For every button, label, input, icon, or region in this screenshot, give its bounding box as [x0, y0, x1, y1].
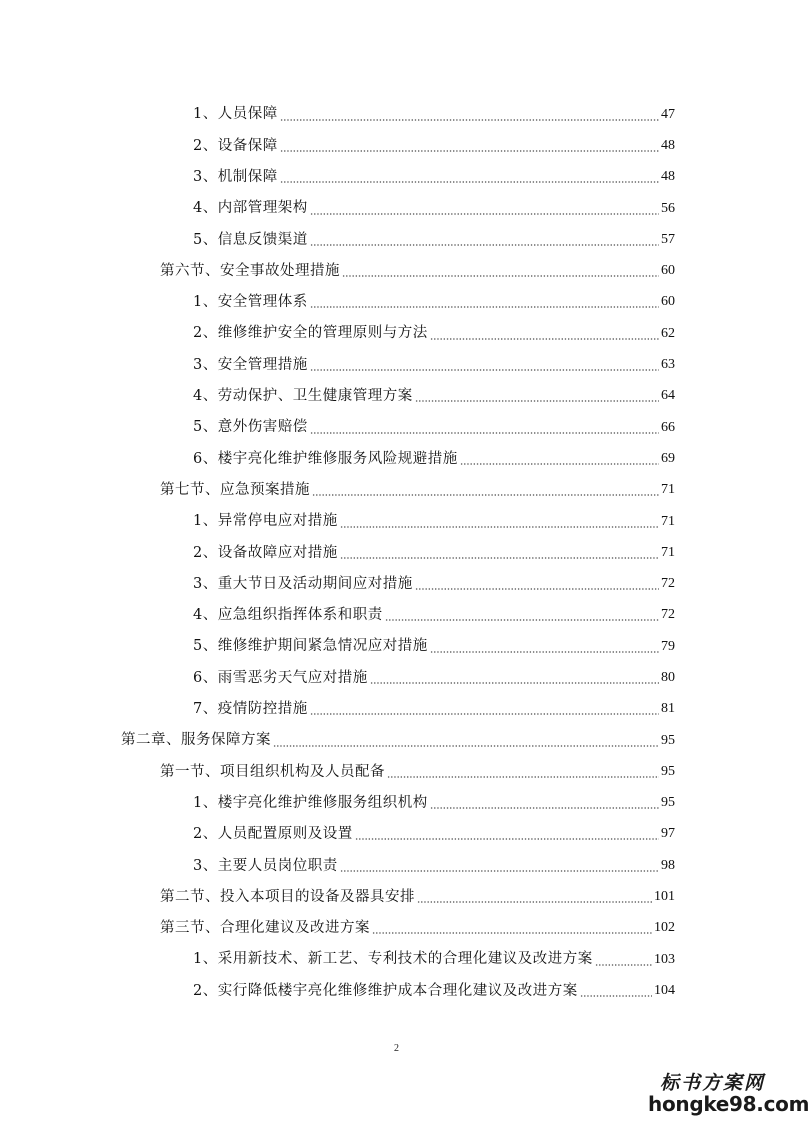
toc-entry-page-number: 69 — [661, 450, 675, 466]
toc-entry-page-number: 63 — [661, 357, 675, 373]
toc-entry-page-number: 101 — [654, 889, 675, 905]
toc-entry-title: 2、设备故障应对措施 — [193, 544, 338, 561]
toc-leader-dots — [580, 995, 652, 997]
toc-entry-item[interactable] — [0, 694, 793, 725]
toc-entry-page-number: 98 — [661, 857, 675, 873]
toc-entry-title: 3、安全管理措施 — [193, 356, 308, 373]
toc-entry-title: 第三节、合理化建议及改进方案 — [160, 920, 370, 937]
toc-entry-title: 第二章、服务保障方案 — [121, 732, 271, 749]
toc-entry-title: 1、人员保障 — [193, 106, 278, 123]
toc-leader-dots — [340, 557, 659, 559]
toc-leader-dots — [280, 150, 659, 152]
toc-leader-dots — [310, 713, 659, 715]
toc-leader-dots — [312, 494, 659, 496]
toc-leader-dots — [273, 745, 659, 747]
toc-entry-title: 第七节、应急预案措施 — [160, 481, 310, 498]
toc-entry-title: 3、机制保障 — [193, 168, 278, 185]
toc-entry-title: 3、主要人员岗位职责 — [193, 857, 338, 874]
toc-leader-dots — [310, 369, 659, 371]
toc-entry-item[interactable] — [0, 975, 793, 1006]
toc-leader-dots — [310, 432, 659, 434]
toc-leader-dots — [370, 682, 659, 684]
toc-leader-dots — [415, 588, 659, 590]
toc-entry-title: 1、安全管理体系 — [193, 294, 308, 311]
toc-entry-title: 6、楼宇亮化维护维修服务风险规避措施 — [193, 450, 458, 467]
toc-entry-item[interactable] — [0, 568, 793, 599]
toc-leader-dots — [340, 526, 659, 528]
toc-entry-item[interactable] — [0, 318, 793, 349]
toc-entry-item[interactable] — [0, 506, 793, 537]
toc-entry-page-number: 102 — [654, 920, 675, 936]
table-of-contents — [0, 99, 793, 1007]
toc-entry-section[interactable] — [0, 756, 793, 787]
toc-entry-item[interactable] — [0, 537, 793, 568]
toc-entry-page-number: 95 — [661, 763, 675, 779]
toc-entry-item[interactable] — [0, 193, 793, 224]
toc-entry-title: 7、疫情防控措施 — [193, 701, 308, 718]
toc-entry-page-number: 64 — [661, 388, 675, 404]
toc-entry-title: 第二节、投入本项目的设备及器具安排 — [160, 888, 415, 905]
toc-entry-title: 4、内部管理架构 — [193, 200, 308, 217]
toc-entry-page-number: 81 — [661, 701, 675, 717]
toc-entry-page-number: 48 — [661, 169, 675, 185]
toc-entry-item[interactable] — [0, 412, 793, 443]
toc-entry-page-number: 57 — [661, 231, 675, 247]
toc-leader-dots — [460, 463, 659, 465]
toc-leader-dots — [310, 306, 659, 308]
toc-entry-item[interactable] — [0, 631, 793, 662]
toc-entry-page-number: 66 — [661, 419, 675, 435]
toc-entry-page-number: 95 — [661, 732, 675, 748]
toc-leader-dots — [280, 181, 659, 183]
toc-entry-item[interactable] — [0, 600, 793, 631]
toc-entry-page-number: 62 — [661, 325, 675, 341]
toc-entry-page-number: 72 — [661, 576, 675, 592]
toc-entry-page-number: 79 — [661, 638, 675, 654]
toc-entry-item[interactable] — [0, 130, 793, 161]
toc-leader-dots — [355, 838, 659, 840]
toc-leader-dots — [280, 119, 659, 121]
toc-entry-title: 4、应急组织指挥体系和职责 — [193, 607, 383, 624]
toc-entry-item[interactable] — [0, 349, 793, 380]
toc-leader-dots — [430, 651, 659, 653]
toc-entry-page-number: 71 — [661, 544, 675, 560]
toc-entry-item[interactable] — [0, 850, 793, 881]
toc-entry-page-number: 104 — [654, 982, 675, 998]
toc-entry-item[interactable] — [0, 162, 793, 193]
toc-entry-item[interactable] — [0, 224, 793, 255]
watermark-cn-text: 标书方案网 — [660, 1072, 766, 1094]
toc-leader-dots — [430, 807, 659, 809]
toc-entry-item[interactable] — [0, 443, 793, 474]
toc-entry-section[interactable] — [0, 881, 793, 912]
toc-entry-page-number: 56 — [661, 200, 675, 216]
toc-entry-item[interactable] — [0, 788, 793, 819]
toc-entry-page-number: 60 — [661, 263, 675, 279]
toc-leader-dots — [387, 776, 659, 778]
toc-entry-page-number: 47 — [661, 106, 675, 122]
toc-entry-title: 2、人员配置原则及设置 — [193, 826, 353, 843]
toc-entry-item[interactable] — [0, 287, 793, 318]
toc-entry-section[interactable] — [0, 913, 793, 944]
toc-leader-dots — [415, 400, 659, 402]
toc-entry-item[interactable] — [0, 662, 793, 693]
toc-leader-dots — [310, 244, 659, 246]
toc-leader-dots — [385, 619, 659, 621]
toc-entry-page-number: 72 — [661, 607, 675, 623]
toc-entry-title: 5、意外伤害赔偿 — [193, 419, 308, 436]
page-number: 2 — [394, 1043, 399, 1054]
watermark-logo — [648, 1066, 809, 1118]
toc-entry-title: 1、异常停电应对措施 — [193, 513, 338, 530]
toc-entry-title: 6、雨雪恶劣天气应对措施 — [193, 669, 368, 686]
toc-leader-dots — [372, 932, 652, 934]
toc-entry-title: 1、楼宇亮化维护维修服务组织机构 — [193, 794, 428, 811]
toc-entry-title: 第六节、安全事故处理措施 — [160, 262, 340, 279]
toc-entry-title: 5、维修维护期间紧急情况应对措施 — [193, 638, 428, 655]
toc-leader-dots — [430, 338, 659, 340]
toc-leader-dots — [340, 870, 659, 872]
toc-leader-dots — [417, 901, 652, 903]
toc-leader-dots — [310, 213, 659, 215]
toc-leader-dots — [342, 275, 659, 277]
toc-entry-title: 2、设备保障 — [193, 137, 278, 154]
toc-entry-page-number: 48 — [661, 137, 675, 153]
toc-entry-item[interactable] — [0, 381, 793, 412]
toc-entry-item[interactable] — [0, 944, 793, 975]
toc-entry-title: 4、劳动保护、卫生健康管理方案 — [193, 388, 413, 405]
toc-entry-title: 1、采用新技术、新工艺、专利技术的合理化建议及改进方案 — [193, 951, 593, 968]
toc-entry-page-number: 60 — [661, 294, 675, 310]
toc-entry-page-number: 103 — [654, 951, 675, 967]
toc-entry-page-number: 71 — [661, 513, 675, 529]
toc-leader-dots — [595, 964, 652, 966]
toc-entry-title: 第一节、项目组织机构及人员配备 — [160, 763, 385, 780]
toc-entry-section[interactable] — [0, 475, 793, 506]
toc-entry-title: 3、重大节日及活动期间应对措施 — [193, 575, 413, 592]
toc-entry-section[interactable] — [0, 255, 793, 286]
toc-entry-title: 2、维修维护安全的管理原则与方法 — [193, 325, 428, 342]
toc-entry-page-number: 95 — [661, 795, 675, 811]
toc-entry-chapter[interactable] — [0, 725, 793, 756]
toc-entry-page-number: 80 — [661, 669, 675, 685]
toc-entry-page-number: 71 — [661, 482, 675, 498]
watermark-en-text: hongke98.com — [648, 1092, 809, 1116]
toc-entry-title: 5、信息反馈渠道 — [193, 231, 308, 248]
toc-entry-item[interactable] — [0, 819, 793, 850]
toc-entry-item[interactable] — [0, 99, 793, 130]
toc-entry-page-number: 97 — [661, 826, 675, 842]
toc-entry-title: 2、实行降低楼宇亮化维修维护成本合理化建议及改进方案 — [193, 982, 578, 999]
